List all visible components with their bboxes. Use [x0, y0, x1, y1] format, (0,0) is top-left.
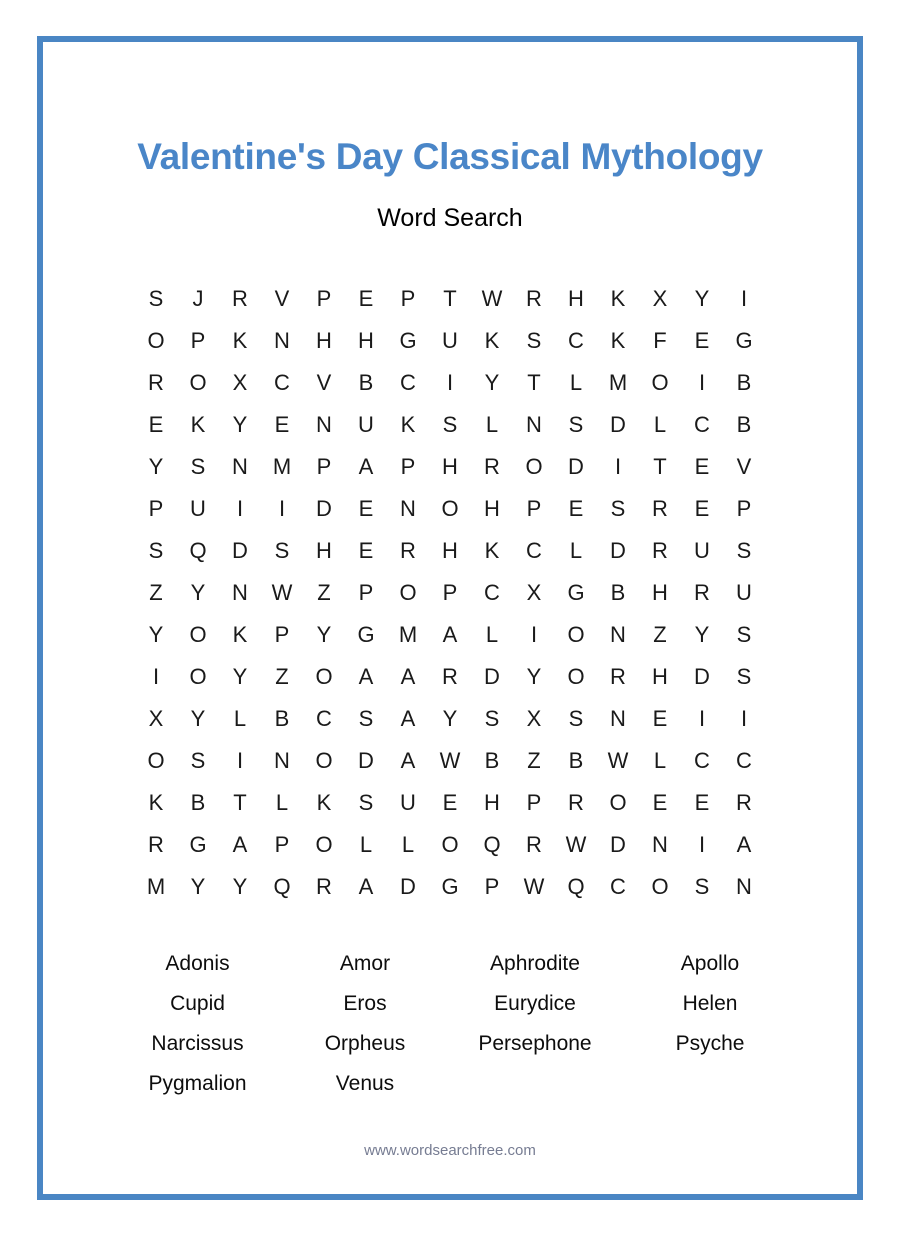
grid-cell[interactable]: H	[316, 538, 332, 563]
grid-cell[interactable]: D	[610, 412, 626, 437]
word-list-item[interactable]: Pygmalion	[148, 1072, 247, 1095]
grid-cell[interactable]: V	[274, 286, 290, 311]
grid-cell[interactable]: Y	[232, 874, 248, 899]
grid-cell[interactable]: H	[316, 328, 332, 353]
grid-cell[interactable]: W	[523, 874, 545, 899]
grid-cell[interactable]: E	[442, 790, 458, 815]
grid-cell[interactable]: N	[610, 706, 626, 731]
grid-cell[interactable]: S	[148, 538, 164, 563]
grid-row	[135, 866, 765, 908]
grid-cell[interactable]: N	[316, 412, 332, 437]
grid-cell[interactable]: Y	[190, 706, 206, 731]
grid-cell[interactable]: N	[526, 412, 542, 437]
grid-cell[interactable]: P	[442, 580, 458, 605]
grid-cell[interactable]: Z	[527, 748, 541, 773]
grid-cell[interactable]: R	[526, 286, 542, 311]
grid-cell[interactable]: O	[651, 874, 669, 899]
grid-cell[interactable]: Q	[189, 538, 207, 563]
grid-cell[interactable]: C	[526, 538, 542, 563]
grid-cell[interactable]: A	[400, 748, 416, 773]
grid-cell[interactable]: P	[274, 622, 290, 647]
grid-cell[interactable]: T	[653, 454, 667, 479]
grid-cell[interactable]: X	[232, 370, 248, 395]
grid-cell[interactable]: P	[148, 496, 164, 521]
grid-cell[interactable]: W	[439, 748, 461, 773]
grid-cell[interactable]: M	[398, 622, 418, 647]
grid-cell[interactable]: H	[484, 790, 500, 815]
grid-row	[135, 362, 765, 404]
grid-cell[interactable]: C	[736, 748, 752, 773]
grid-cell[interactable]: I	[446, 370, 454, 395]
grid-cell[interactable]: E	[694, 328, 710, 353]
grid-cell[interactable]: C	[316, 706, 332, 731]
grid-cell[interactable]: Q	[273, 874, 291, 899]
grid-cell[interactable]: L	[359, 832, 373, 857]
grid-cell[interactable]: O	[651, 370, 669, 395]
grid-cell[interactable]: X	[148, 706, 164, 731]
grid-cell[interactable]: I	[278, 496, 286, 521]
grid-cell[interactable]: E	[694, 496, 710, 521]
grid-cell[interactable]: I	[698, 832, 706, 857]
grid-cell[interactable]: C	[484, 580, 500, 605]
grid-cell[interactable]: O	[399, 580, 417, 605]
grid-cell[interactable]: Q	[567, 874, 585, 899]
word-list-item[interactable]: Venus	[335, 1072, 395, 1095]
grid-cell[interactable]: N	[736, 874, 752, 899]
word-list-item[interactable]: Apollo	[680, 952, 740, 975]
word-list-column	[443, 944, 628, 1104]
grid-cell[interactable]: K	[484, 538, 500, 563]
grid-cell[interactable]: U	[694, 538, 710, 563]
grid-cell[interactable]: I	[236, 748, 244, 773]
letter-grid	[43, 278, 857, 908]
grid-cell[interactable]: S	[442, 412, 458, 437]
grid-cell[interactable]: C	[694, 412, 710, 437]
grid-cell[interactable]: T	[233, 790, 247, 815]
grid-cell[interactable]: A	[358, 454, 374, 479]
grid-cell[interactable]: E	[358, 286, 374, 311]
grid-cell[interactable]: I	[740, 286, 748, 311]
grid-row	[135, 698, 765, 740]
grid-cell[interactable]: Y	[442, 706, 458, 731]
grid-cell[interactable]: B	[274, 706, 290, 731]
grid-cell[interactable]: P	[526, 496, 542, 521]
grid-cell[interactable]: C	[568, 328, 584, 353]
grid-cell[interactable]: S	[484, 706, 500, 731]
grid-cell[interactable]: S	[190, 454, 206, 479]
grid-cell[interactable]: G	[357, 622, 375, 647]
grid-cell[interactable]: O	[525, 454, 543, 479]
grid-cell[interactable]: S	[568, 706, 584, 731]
word-list-item[interactable]: Orpheus	[324, 1032, 406, 1055]
grid-row	[135, 572, 765, 614]
grid-cell[interactable]: J	[192, 286, 204, 311]
grid-row	[135, 740, 765, 782]
grid-cell[interactable]: L	[653, 748, 667, 773]
grid-cell[interactable]: E	[652, 706, 668, 731]
grid-cell[interactable]: N	[274, 748, 290, 773]
grid-cell[interactable]: U	[190, 496, 206, 521]
grid-cell[interactable]: G	[567, 580, 585, 605]
grid-cell[interactable]: S	[736, 622, 752, 647]
grid-cell[interactable]: N	[274, 328, 290, 353]
grid-cell[interactable]: I	[236, 496, 244, 521]
grid-cell[interactable]: L	[485, 622, 499, 647]
grid-cell[interactable]: L	[569, 538, 583, 563]
grid-cell[interactable]: Y	[232, 664, 248, 689]
grid-cell[interactable]: E	[148, 412, 164, 437]
grid-cell[interactable]: N	[652, 832, 668, 857]
grid-cell[interactable]: N	[232, 454, 248, 479]
grid-cell[interactable]: A	[400, 664, 416, 689]
grid-cell[interactable]: E	[358, 538, 374, 563]
grid-cell[interactable]: D	[232, 538, 248, 563]
grid-cell[interactable]: V	[316, 370, 332, 395]
grid-cell[interactable]: W	[481, 286, 503, 311]
grid-cell[interactable]: Y	[316, 622, 332, 647]
word-list-item[interactable]: Persephone	[478, 1032, 592, 1055]
word-list	[43, 944, 857, 1104]
grid-cell[interactable]: P	[316, 454, 332, 479]
grid-row	[135, 446, 765, 488]
grid-cell[interactable]: R	[568, 790, 584, 815]
grid-cell[interactable]: G	[735, 328, 753, 353]
word-list-item[interactable]: Adonis	[165, 952, 230, 975]
grid-cell[interactable]: P	[484, 874, 500, 899]
grid-cell[interactable]: E	[358, 496, 374, 521]
word-list-item[interactable]: Cupid	[170, 992, 225, 1015]
grid-cell[interactable]: K	[484, 328, 500, 353]
grid-row	[135, 530, 765, 572]
grid-row	[135, 278, 765, 320]
grid-row	[135, 824, 765, 866]
grid-cell[interactable]: O	[567, 622, 585, 647]
grid-cell[interactable]: E	[694, 454, 710, 479]
grid-cell[interactable]: H	[358, 328, 374, 353]
grid-cell[interactable]: P	[190, 328, 206, 353]
grid-cell[interactable]: O	[147, 328, 165, 353]
grid-row	[135, 614, 765, 656]
grid-cell[interactable]: O	[567, 664, 585, 689]
grid-cell[interactable]: Q	[483, 832, 501, 857]
grid-cell[interactable]: K	[190, 412, 206, 437]
grid-cell[interactable]: A	[736, 832, 752, 857]
word-list-item[interactable]: Helen	[682, 992, 738, 1015]
grid-cell[interactable]: R	[610, 664, 626, 689]
grid-cell[interactable]: U	[358, 412, 374, 437]
grid-cell[interactable]: G	[399, 328, 417, 353]
grid-cell[interactable]: E	[652, 790, 668, 815]
grid-cell[interactable]: Y	[190, 874, 206, 899]
grid-cell[interactable]: D	[568, 454, 584, 479]
grid-cell[interactable]: D	[316, 496, 332, 521]
grid-cell[interactable]: S	[526, 328, 542, 353]
grid-cell[interactable]: F	[653, 328, 667, 353]
grid-cell[interactable]: N	[610, 622, 626, 647]
word-list-item[interactable]: Psyche	[675, 1032, 745, 1055]
word-list-item[interactable]: Narcissus	[151, 1032, 244, 1055]
grid-cell[interactable]: P	[736, 496, 752, 521]
grid-cell[interactable]: S	[610, 496, 626, 521]
grid-cell[interactable]: X	[652, 286, 668, 311]
grid-cell[interactable]: A	[358, 664, 374, 689]
grid-cell[interactable]: R	[652, 538, 668, 563]
grid-cell[interactable]: Z	[653, 622, 667, 647]
grid-cell[interactable]: M	[146, 874, 166, 899]
grid-cell[interactable]: H	[442, 454, 458, 479]
grid-cell[interactable]: Z	[317, 580, 331, 605]
grid-cell[interactable]: D	[694, 664, 710, 689]
grid-row	[135, 404, 765, 446]
grid-cell[interactable]: W	[271, 580, 293, 605]
word-list-column	[628, 944, 793, 1104]
grid-cell[interactable]: L	[569, 370, 583, 395]
grid-cell[interactable]: H	[442, 538, 458, 563]
grid-cell[interactable]: K	[232, 622, 248, 647]
grid-cell[interactable]: V	[736, 454, 752, 479]
grid-cell[interactable]: Y	[148, 454, 164, 479]
grid-cell[interactable]: K	[610, 328, 626, 353]
grid-cell[interactable]: B	[568, 748, 584, 773]
grid-cell[interactable]: C	[400, 370, 416, 395]
grid-cell[interactable]: P	[400, 286, 416, 311]
grid-cell[interactable]: G	[441, 874, 459, 899]
grid-cell[interactable]: R	[652, 496, 668, 521]
page-title: Valentine's Day Classical Mythology	[137, 136, 763, 177]
grid-cell[interactable]: K	[400, 412, 416, 437]
grid-cell[interactable]: O	[189, 664, 207, 689]
grid-cell[interactable]: N	[400, 496, 416, 521]
grid-cell[interactable]: R	[148, 370, 164, 395]
grid-cell[interactable]: R	[694, 580, 710, 605]
grid-cell[interactable]: U	[736, 580, 752, 605]
grid-cell[interactable]: L	[401, 832, 415, 857]
grid-cell[interactable]: O	[609, 790, 627, 815]
grid-cell[interactable]: U	[442, 328, 458, 353]
grid-row	[135, 782, 765, 824]
grid-cell[interactable]: O	[315, 664, 333, 689]
grid-cell[interactable]: I	[740, 706, 748, 731]
grid-cell[interactable]: Y	[484, 370, 500, 395]
grid-cell[interactable]: D	[484, 664, 500, 689]
grid-row	[135, 656, 765, 698]
grid-cell[interactable]: W	[565, 832, 587, 857]
grid-cell[interactable]: H	[568, 286, 584, 311]
grid-cell[interactable]: R	[526, 832, 542, 857]
grid-cell[interactable]: O	[441, 496, 459, 521]
grid-cell[interactable]: D	[358, 748, 374, 773]
grid-cell[interactable]: R	[442, 664, 458, 689]
grid-cell[interactable]: O	[441, 832, 459, 857]
grid-cell[interactable]: C	[694, 748, 710, 773]
grid-cell[interactable]: M	[608, 370, 628, 395]
word-list-column	[288, 944, 443, 1104]
grid-cell[interactable]: S	[736, 538, 752, 563]
grid-cell[interactable]: I	[698, 706, 706, 731]
grid-cell[interactable]: A	[358, 874, 374, 899]
grid-cell[interactable]: P	[526, 790, 542, 815]
grid-cell[interactable]: A	[400, 706, 416, 731]
grid-cell[interactable]: N	[232, 580, 248, 605]
grid-cell[interactable]: R	[484, 454, 500, 479]
grid-cell[interactable]: Y	[694, 622, 710, 647]
grid-cell[interactable]: Z	[149, 580, 163, 605]
grid-cell[interactable]: S	[274, 538, 290, 563]
grid-cell[interactable]: B	[736, 370, 752, 395]
grid-cell[interactable]: P	[400, 454, 416, 479]
word-list-item[interactable]: Amor	[339, 952, 391, 975]
grid-cell[interactable]: P	[316, 286, 332, 311]
grid-cell[interactable]: L	[275, 790, 289, 815]
grid-cell[interactable]: Y	[232, 412, 248, 437]
grid-cell[interactable]: X	[526, 580, 542, 605]
grid-cell[interactable]: M	[272, 454, 292, 479]
grid-cell[interactable]: G	[189, 832, 207, 857]
grid-cell[interactable]: L	[653, 412, 667, 437]
page-content	[43, 42, 857, 1194]
word-list-item[interactable]: Eurydice	[494, 992, 576, 1015]
grid-cell[interactable]: R	[736, 790, 752, 815]
grid-cell[interactable]: H	[484, 496, 500, 521]
grid-cell[interactable]: B	[610, 580, 626, 605]
grid-cell[interactable]: R	[316, 874, 332, 899]
grid-cell[interactable]: U	[400, 790, 416, 815]
grid-cell[interactable]: I	[698, 370, 706, 395]
grid-cell[interactable]: H	[652, 580, 668, 605]
grid-cell[interactable]: B	[484, 748, 500, 773]
grid-cell[interactable]: S	[568, 412, 584, 437]
grid-cell[interactable]: S	[358, 790, 374, 815]
grid-cell[interactable]: L	[485, 412, 499, 437]
grid-cell[interactable]: Y	[190, 580, 206, 605]
grid-cell[interactable]: Y	[148, 622, 164, 647]
grid-cell[interactable]: O	[147, 748, 165, 773]
grid-cell[interactable]: Y	[526, 664, 542, 689]
grid-cell[interactable]: T	[527, 370, 541, 395]
word-list-column	[108, 944, 288, 1104]
grid-cell[interactable]: B	[358, 370, 374, 395]
grid-cell[interactable]: W	[607, 748, 629, 773]
grid-row	[135, 320, 765, 362]
grid-cell[interactable]: S	[190, 748, 206, 773]
grid-cell[interactable]: S	[694, 874, 710, 899]
grid-cell[interactable]: P	[274, 832, 290, 857]
grid-cell[interactable]: E	[568, 496, 584, 521]
grid-cell[interactable]: O	[189, 370, 207, 395]
grid-cell[interactable]: S	[736, 664, 752, 689]
grid-cell[interactable]: I	[152, 664, 160, 689]
grid-cell[interactable]: R	[400, 538, 416, 563]
grid-cell[interactable]: L	[233, 706, 247, 731]
grid-cell[interactable]: Z	[275, 664, 289, 689]
grid-cell[interactable]: D	[610, 538, 626, 563]
grid-cell[interactable]: K	[610, 286, 626, 311]
grid-cell[interactable]: K	[148, 790, 164, 815]
grid-cell[interactable]: K	[316, 790, 332, 815]
page-subtitle: Word Search	[377, 204, 523, 232]
grid-cell[interactable]: T	[443, 286, 457, 311]
word-list-item[interactable]: Aphrodite	[490, 952, 580, 975]
grid-cell[interactable]: C	[610, 874, 626, 899]
grid-cell[interactable]: A	[232, 832, 248, 857]
grid-cell[interactable]: C	[274, 370, 290, 395]
grid-cell[interactable]: H	[652, 664, 668, 689]
grid-cell[interactable]: B	[736, 412, 752, 437]
grid-cell[interactable]: O	[189, 622, 207, 647]
grid-cell[interactable]: A	[442, 622, 458, 647]
grid-cell[interactable]: S	[358, 706, 374, 731]
grid-cell[interactable]: E	[694, 790, 710, 815]
grid-cell[interactable]: Y	[694, 286, 710, 311]
word-list-item[interactable]: Eros	[343, 992, 387, 1015]
grid-cell[interactable]: I	[530, 622, 538, 647]
footer-website-url: www.wordsearchfree.com	[364, 1142, 536, 1159]
grid-row	[135, 488, 765, 530]
grid-cell[interactable]: D	[610, 832, 626, 857]
grid-cell[interactable]: S	[148, 286, 164, 311]
grid-cell[interactable]: O	[315, 748, 333, 773]
grid-cell[interactable]: P	[358, 580, 374, 605]
grid-cell[interactable]: E	[274, 412, 290, 437]
grid-cell[interactable]: R	[148, 832, 164, 857]
grid-cell[interactable]: D	[400, 874, 416, 899]
grid-cell[interactable]: X	[526, 706, 542, 731]
grid-cell[interactable]: O	[315, 832, 333, 857]
grid-cell[interactable]: I	[614, 454, 622, 479]
grid-cell[interactable]: K	[232, 328, 248, 353]
grid-cell[interactable]: B	[190, 790, 206, 815]
grid-cell[interactable]: R	[232, 286, 248, 311]
